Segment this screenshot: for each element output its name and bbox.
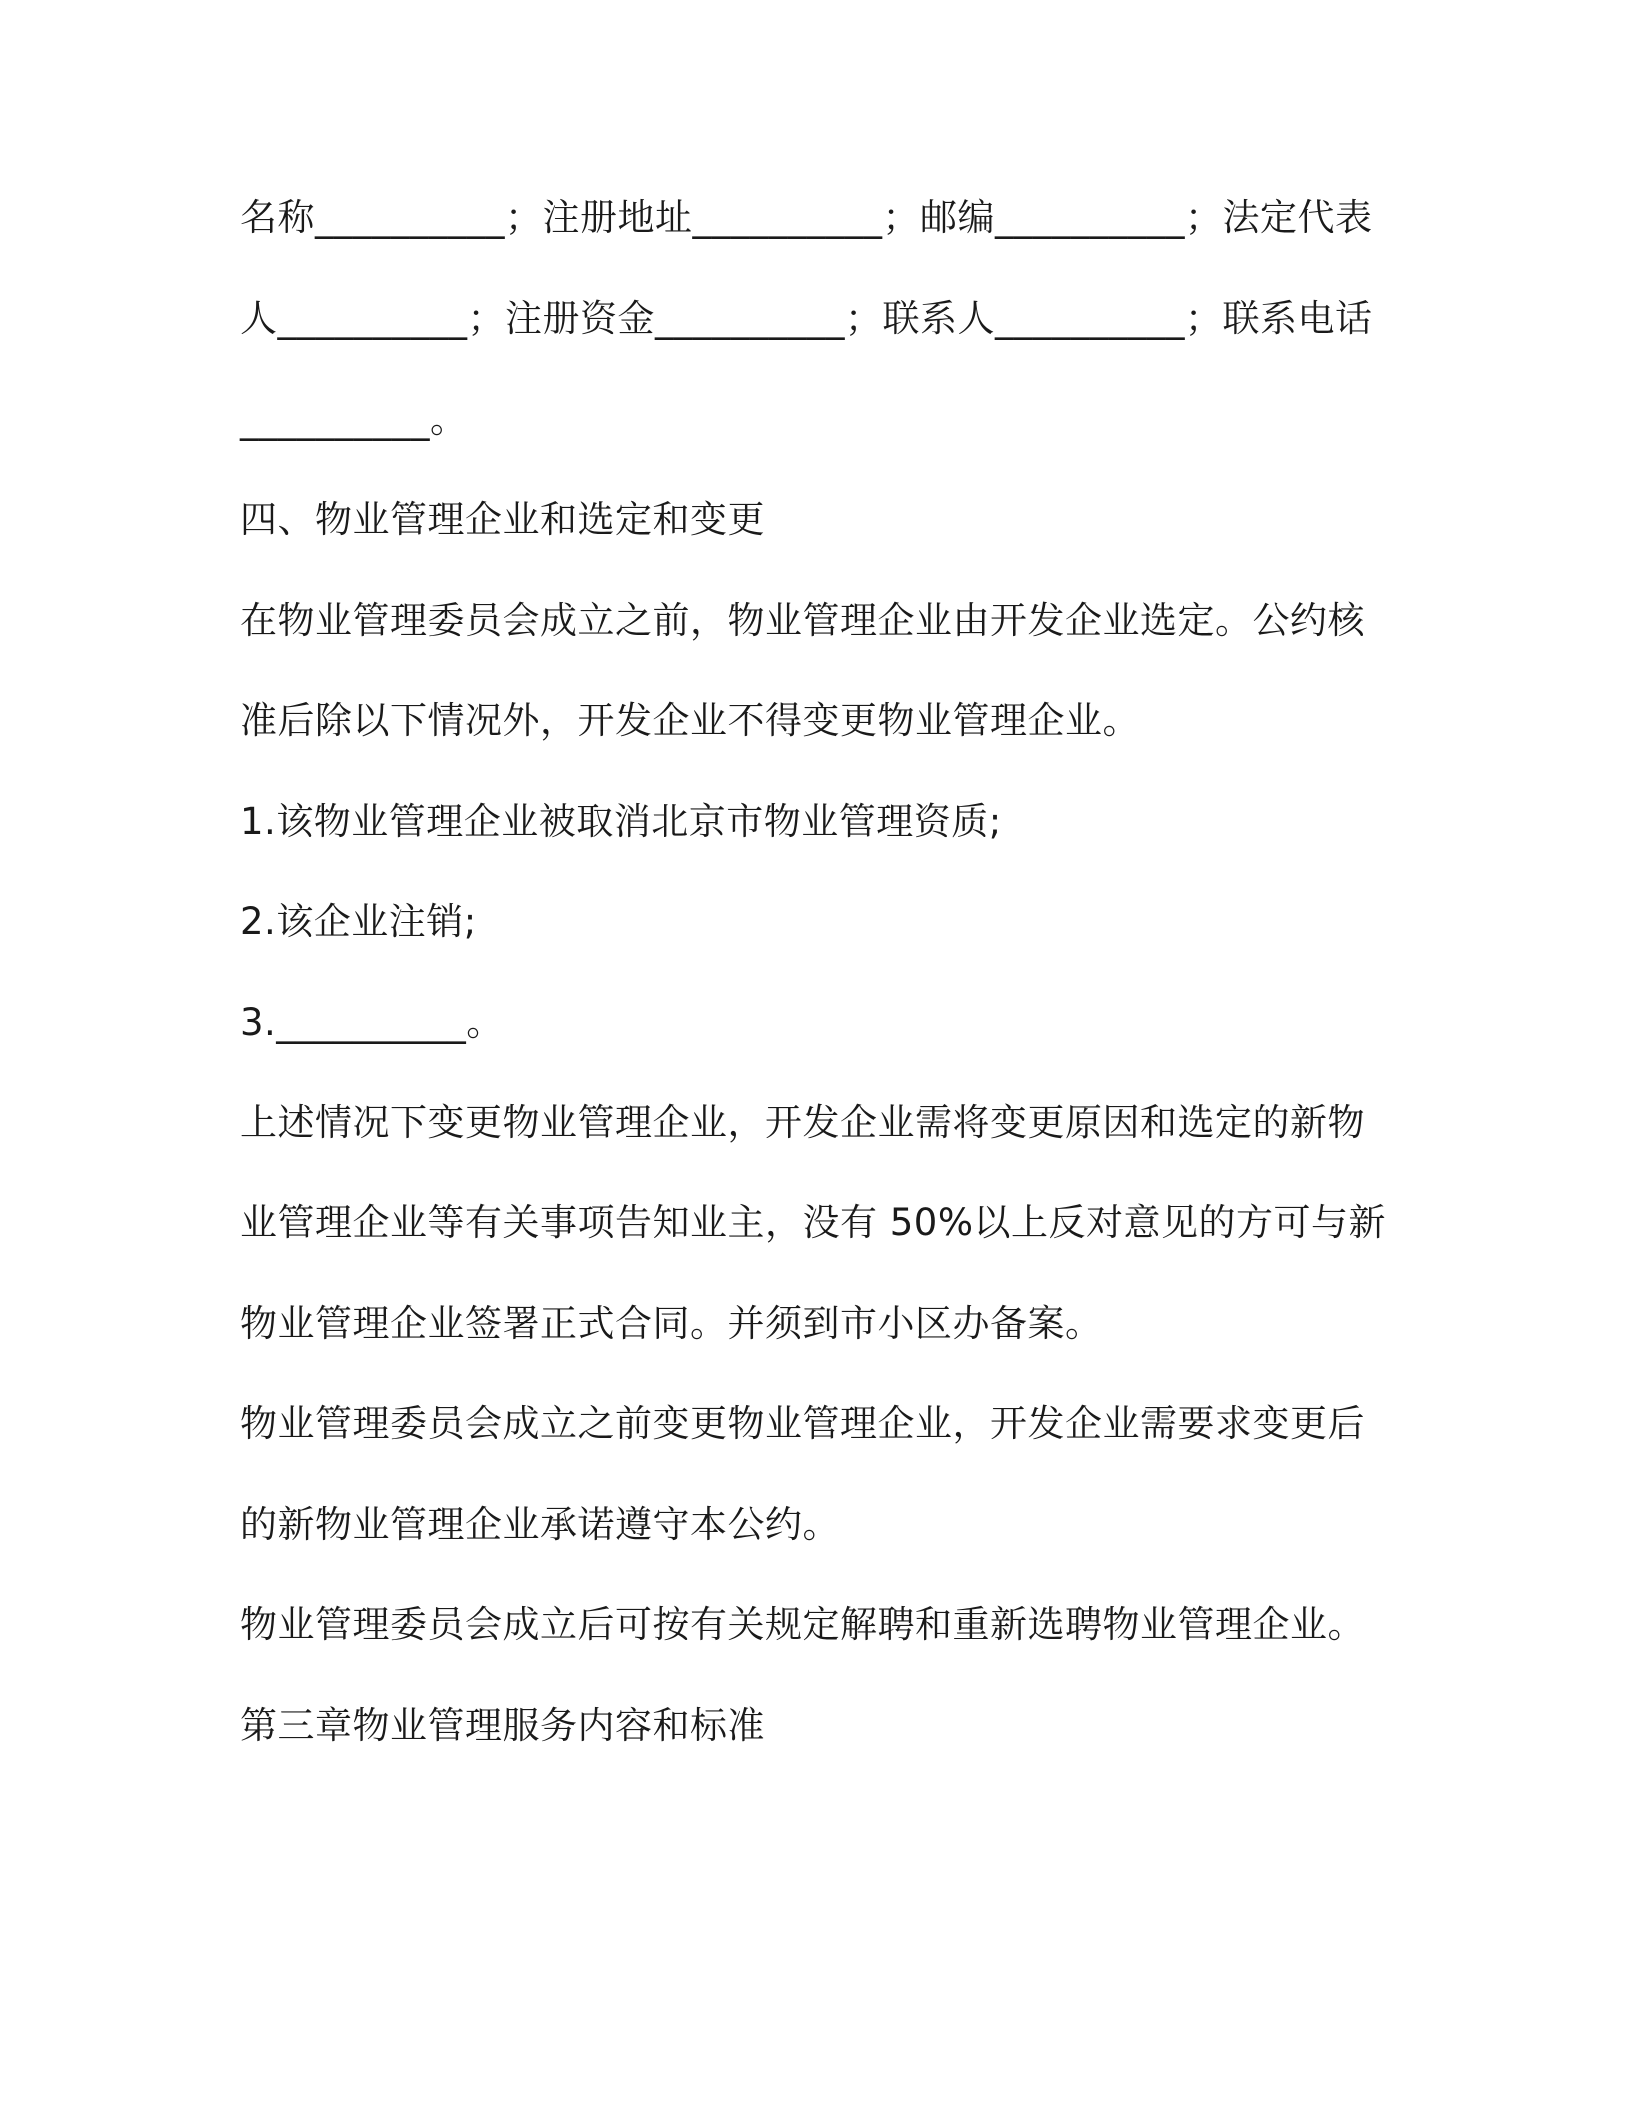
paragraph-2-line-2: 业管理企业等有关事项告知业主，没有 50%以上反对意见的方可与新 xyxy=(240,1201,1386,1244)
list-item-1: 1.该物业管理企业被取消北京市物业管理资质; xyxy=(240,800,1002,843)
line-company-info-2: 人__________；注册资金__________；联系人__________；联系电话 xyxy=(240,297,1373,340)
chapter-heading-3: 第三章物业管理服务内容和标准 xyxy=(240,1704,765,1747)
paragraph-3-line-1: 物业管理委员会成立之前变更物业管理企业，开发企业需要求变更后 xyxy=(240,1402,1365,1445)
paragraph-1-line-2: 准后除以下情况外，开发企业不得变更物业管理企业。 xyxy=(240,699,1140,742)
paragraph-1-line-1: 在物业管理委员会成立之前，物业管理企业由开发企业选定。公约核 xyxy=(240,599,1365,642)
paragraph-3-line-2: 的新物业管理企业承诺遵守本公约。 xyxy=(240,1503,840,1546)
section-heading-4: 四、物业管理企业和选定和变更 xyxy=(240,498,765,541)
line-company-info-3: __________。 xyxy=(240,398,468,441)
paragraph-2-line-1: 上述情况下变更物业管理企业，开发企业需将变更原因和选定的新物 xyxy=(240,1101,1365,1144)
paragraph-4: 物业管理委员会成立后可按有关规定解聘和重新选聘物业管理企业。 xyxy=(240,1603,1365,1646)
line-company-info-1: 名称__________；注册地址__________；邮编__________；法定代表 xyxy=(240,196,1373,239)
paragraph-2-line-3: 物业管理企业签署正式合同。并须到市小区办备案。 xyxy=(240,1302,1103,1345)
list-item-3: 3.__________。 xyxy=(240,1001,504,1044)
list-item-2: 2.该企业注销; xyxy=(240,900,477,943)
